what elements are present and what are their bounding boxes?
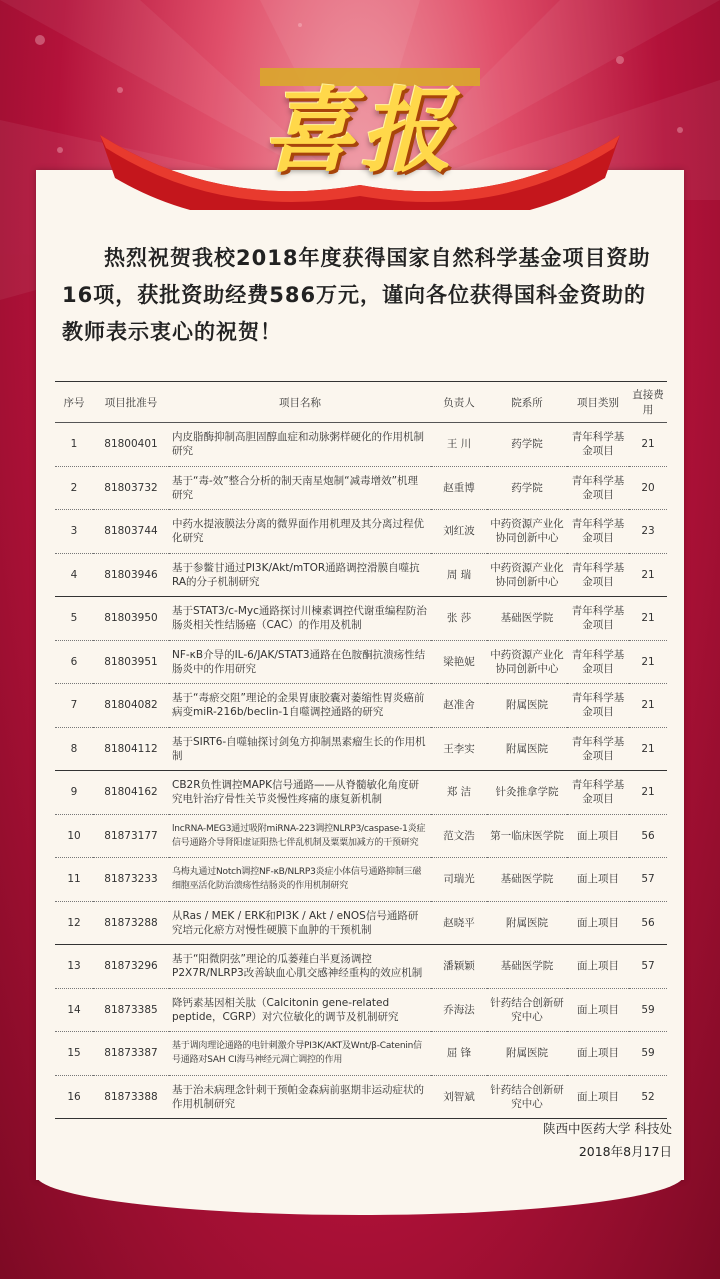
header-no: 序号 — [55, 382, 93, 423]
cell-cost: 21 — [629, 597, 667, 641]
cell-code: 81803732 — [93, 466, 169, 510]
cell-leader: 司瑞光 — [431, 858, 487, 902]
cell-no: 7 — [55, 684, 93, 728]
cell-dept: 附属医院 — [487, 727, 567, 771]
header-code: 项目批准号 — [93, 382, 169, 423]
cell-dept: 药学院 — [487, 466, 567, 510]
table-row — [55, 1075, 667, 1119]
cell-leader: 刘智斌 — [431, 1075, 487, 1119]
cell-dept: 针药结合创新研究中心 — [487, 988, 567, 1032]
cell-cost: 21 — [629, 640, 667, 684]
cell-leader: 梁艳妮 — [431, 640, 487, 684]
table-row — [55, 988, 667, 1032]
cell-type: 青年科学基金项目 — [567, 423, 629, 467]
cell-name: 基于“毒瘀交阻”理论的金果胃康胶囊对萎缩性胃炎癌前病变miR-216b/beclin-1自噬调控通路的研究 — [169, 684, 431, 728]
table-row — [55, 553, 667, 597]
cell-name: 基于治未病理念针刺干预帕金森病前驱期非运动症状的作用机制研究 — [169, 1075, 431, 1119]
cell-name: 从Ras / MEK / ERK和PI3K / Akt / eNOS信号通路研究培元化瘀方对慢性硬膜下血肿的干预机制 — [169, 901, 431, 945]
cell-leader: 王 川 — [431, 423, 487, 467]
cell-code: 81873387 — [93, 1032, 169, 1076]
table-body — [55, 423, 667, 1119]
cell-cost: 56 — [629, 901, 667, 945]
cell-leader: 赵重博 — [431, 466, 487, 510]
cell-leader: 周 瑞 — [431, 553, 487, 597]
cell-cost: 57 — [629, 858, 667, 902]
cell-dept: 中药资源产业化协同创新中心 — [487, 510, 567, 554]
table-row — [55, 1032, 667, 1076]
table-row — [55, 466, 667, 510]
cell-name: 降钙素基因相关肽（Calcitonin gene-related peptide，CGRP）对穴位敏化的调节及机制研究 — [169, 988, 431, 1032]
cell-code: 81803950 — [93, 597, 169, 641]
cell-cost: 56 — [629, 814, 667, 858]
cell-cost: 21 — [629, 684, 667, 728]
cell-code: 81803951 — [93, 640, 169, 684]
cell-no: 14 — [55, 988, 93, 1032]
cell-cost: 21 — [629, 423, 667, 467]
cell-type: 面上项目 — [567, 1075, 629, 1119]
cell-code: 81873233 — [93, 858, 169, 902]
cell-cost: 59 — [629, 1032, 667, 1076]
cell-name: NF-κB介导的IL-6/JAK/STAT3通路在色胺酮抗溃疡性结肠炎中的作用研究 — [169, 640, 431, 684]
cell-leader: 赵准舍 — [431, 684, 487, 728]
cell-code: 81873388 — [93, 1075, 169, 1119]
header-leader: 负责人 — [431, 382, 487, 423]
cell-type: 面上项目 — [567, 901, 629, 945]
cell-name: 内皮脂酶抑制高胆固醇血症和动脉粥样硬化的作用机制研究 — [169, 423, 431, 467]
cell-type: 面上项目 — [567, 814, 629, 858]
cell-name: 基于SIRT6-自噬轴探讨剑兔方抑制黑素瘤生长的作用机制 — [169, 727, 431, 771]
signature-date: 2018年8月17日 — [578, 1144, 672, 1159]
cell-cost: 21 — [629, 771, 667, 815]
cell-type: 面上项目 — [567, 945, 629, 989]
intro-paragraph: 热烈祝贺我校2018年度获得国家自然科学基金项目资助16项，获批资助经费586万元，谨向各位获得国科金资助的教师表示衷心的祝贺！ — [62, 246, 651, 344]
cell-code: 81804112 — [93, 727, 169, 771]
cell-no: 4 — [55, 553, 93, 597]
cell-name: 基于“毒-效”整合分析的制天南星炮制“减毒增效”机理研究 — [169, 466, 431, 510]
cell-code: 81873385 — [93, 988, 169, 1032]
cell-leader: 张 莎 — [431, 597, 487, 641]
cell-code: 81804162 — [93, 771, 169, 815]
signature-block — [543, 1117, 672, 1163]
cell-no: 3 — [55, 510, 93, 554]
table-row — [55, 423, 667, 467]
cell-dept: 附属医院 — [487, 1032, 567, 1076]
cell-cost: 23 — [629, 510, 667, 554]
cell-dept: 中药资源产业化协同创新中心 — [487, 553, 567, 597]
cell-dept: 第一临床医学院 — [487, 814, 567, 858]
cell-type: 青年科学基金项目 — [567, 771, 629, 815]
cell-dept: 中药资源产业化协同创新中心 — [487, 640, 567, 684]
cell-leader: 潘颖颖 — [431, 945, 487, 989]
cell-code: 81803744 — [93, 510, 169, 554]
cell-leader: 乔海法 — [431, 988, 487, 1032]
cell-type: 青年科学基金项目 — [567, 684, 629, 728]
cell-no: 5 — [55, 597, 93, 641]
header-name: 项目名称 — [169, 382, 431, 423]
cell-code: 81873296 — [93, 945, 169, 989]
title-heading: 喜报 — [261, 77, 458, 185]
cell-type: 面上项目 — [567, 858, 629, 902]
cell-no: 6 — [55, 640, 93, 684]
cell-leader: 赵晓平 — [431, 901, 487, 945]
cell-no: 9 — [55, 771, 93, 815]
signature-org: 陕西中医药大学 科技处 — [543, 1121, 672, 1136]
cell-name: lncRNA-MEG3通过吸附miRNA-223调控NLRP3/caspase-1炎症信号通路介导肾阳虚证阳热七伴乱机制及粟粟加减方的干预研究 — [169, 814, 431, 858]
cell-name: CB2R负性调控MAPK信号通路——从脊髓敏化角度研究电针治疗骨性关节炎慢性疼痛的康复新机制 — [169, 771, 431, 815]
cell-code: 81873288 — [93, 901, 169, 945]
header-cost: 直接费用 — [629, 382, 667, 423]
cell-cost: 59 — [629, 988, 667, 1032]
cell-dept: 基础医学院 — [487, 597, 567, 641]
cell-no: 10 — [55, 814, 93, 858]
cell-leader: 刘红波 — [431, 510, 487, 554]
cell-no: 2 — [55, 466, 93, 510]
cell-leader: 王李实 — [431, 727, 487, 771]
table-row — [55, 771, 667, 815]
cell-type: 青年科学基金项目 — [567, 553, 629, 597]
cell-no: 11 — [55, 858, 93, 902]
cell-no: 16 — [55, 1075, 93, 1119]
table-row — [55, 901, 667, 945]
cell-code: 81873177 — [93, 814, 169, 858]
cell-code: 81804082 — [93, 684, 169, 728]
table-row — [55, 597, 667, 641]
table-row — [55, 727, 667, 771]
table-row — [55, 814, 667, 858]
cell-no: 1 — [55, 423, 93, 467]
cell-code: 81803946 — [93, 553, 169, 597]
table-row — [55, 510, 667, 554]
cell-name: 基于“阳微阴弦”理论的瓜蒌薤白半夏汤调控P2X7R/NLRP3改善缺血心肌交感神经重构的效应机制 — [169, 945, 431, 989]
table-row — [55, 684, 667, 728]
cell-type: 面上项目 — [567, 988, 629, 1032]
cell-type: 青年科学基金项目 — [567, 727, 629, 771]
cell-type: 青年科学基金项目 — [567, 640, 629, 684]
cell-no: 13 — [55, 945, 93, 989]
cell-dept: 附属医院 — [487, 684, 567, 728]
header-type: 项目类别 — [567, 382, 629, 423]
cell-cost: 57 — [629, 945, 667, 989]
cell-dept: 基础医学院 — [487, 945, 567, 989]
cell-dept: 基础医学院 — [487, 858, 567, 902]
cell-code: 81800401 — [93, 423, 169, 467]
cell-leader: 范文浩 — [431, 814, 487, 858]
cell-leader: 屈 锋 — [431, 1032, 487, 1076]
project-table — [55, 381, 667, 1119]
cell-cost: 20 — [629, 466, 667, 510]
cell-name: 基于调肉理论通路的电针刺激介导PI3K/AKT及Wnt/β-Catenin信号通路对SAH CI海马神经元凋亡调控的作用 — [169, 1032, 431, 1076]
cell-dept: 附属医院 — [487, 901, 567, 945]
table-row — [55, 945, 667, 989]
cell-type: 青年科学基金项目 — [567, 510, 629, 554]
cell-dept: 针灸推拿学院 — [487, 771, 567, 815]
cell-type: 面上项目 — [567, 1032, 629, 1076]
cell-dept: 药学院 — [487, 423, 567, 467]
cell-name: 中药水提液膜法分离的微界面作用机理及其分离过程优化研究 — [169, 510, 431, 554]
cell-name: 乌梅丸通过Notch调控NF-κB/NLRP3炎症小体信号通路抑制三磁细胞巫活化防治溃疡性结肠炎的作用机制研究 — [169, 858, 431, 902]
cell-type: 青年科学基金项目 — [567, 466, 629, 510]
cell-no: 12 — [55, 901, 93, 945]
cell-leader: 郑 洁 — [431, 771, 487, 815]
cell-name: 基于参鳖甘通过PI3K/Akt/mTOR通路调控滑膜自噬抗RA的分子机制研究 — [169, 553, 431, 597]
cell-name: 基于STAT3/c-Myc通路探讨川楝素调控代谢重编程防治肠炎相关性结肠癌（CAC）的作用及机制 — [169, 597, 431, 641]
table-row — [55, 858, 667, 902]
cell-dept: 针药结合创新研究中心 — [487, 1075, 567, 1119]
cell-no: 15 — [55, 1032, 93, 1076]
cell-cost: 21 — [629, 727, 667, 771]
cell-cost: 52 — [629, 1075, 667, 1119]
cell-no: 8 — [55, 727, 93, 771]
table-header-row — [55, 382, 667, 423]
header-dept: 院系所 — [487, 382, 567, 423]
cell-type: 青年科学基金项目 — [567, 597, 629, 641]
table-row — [55, 640, 667, 684]
cell-cost: 21 — [629, 553, 667, 597]
